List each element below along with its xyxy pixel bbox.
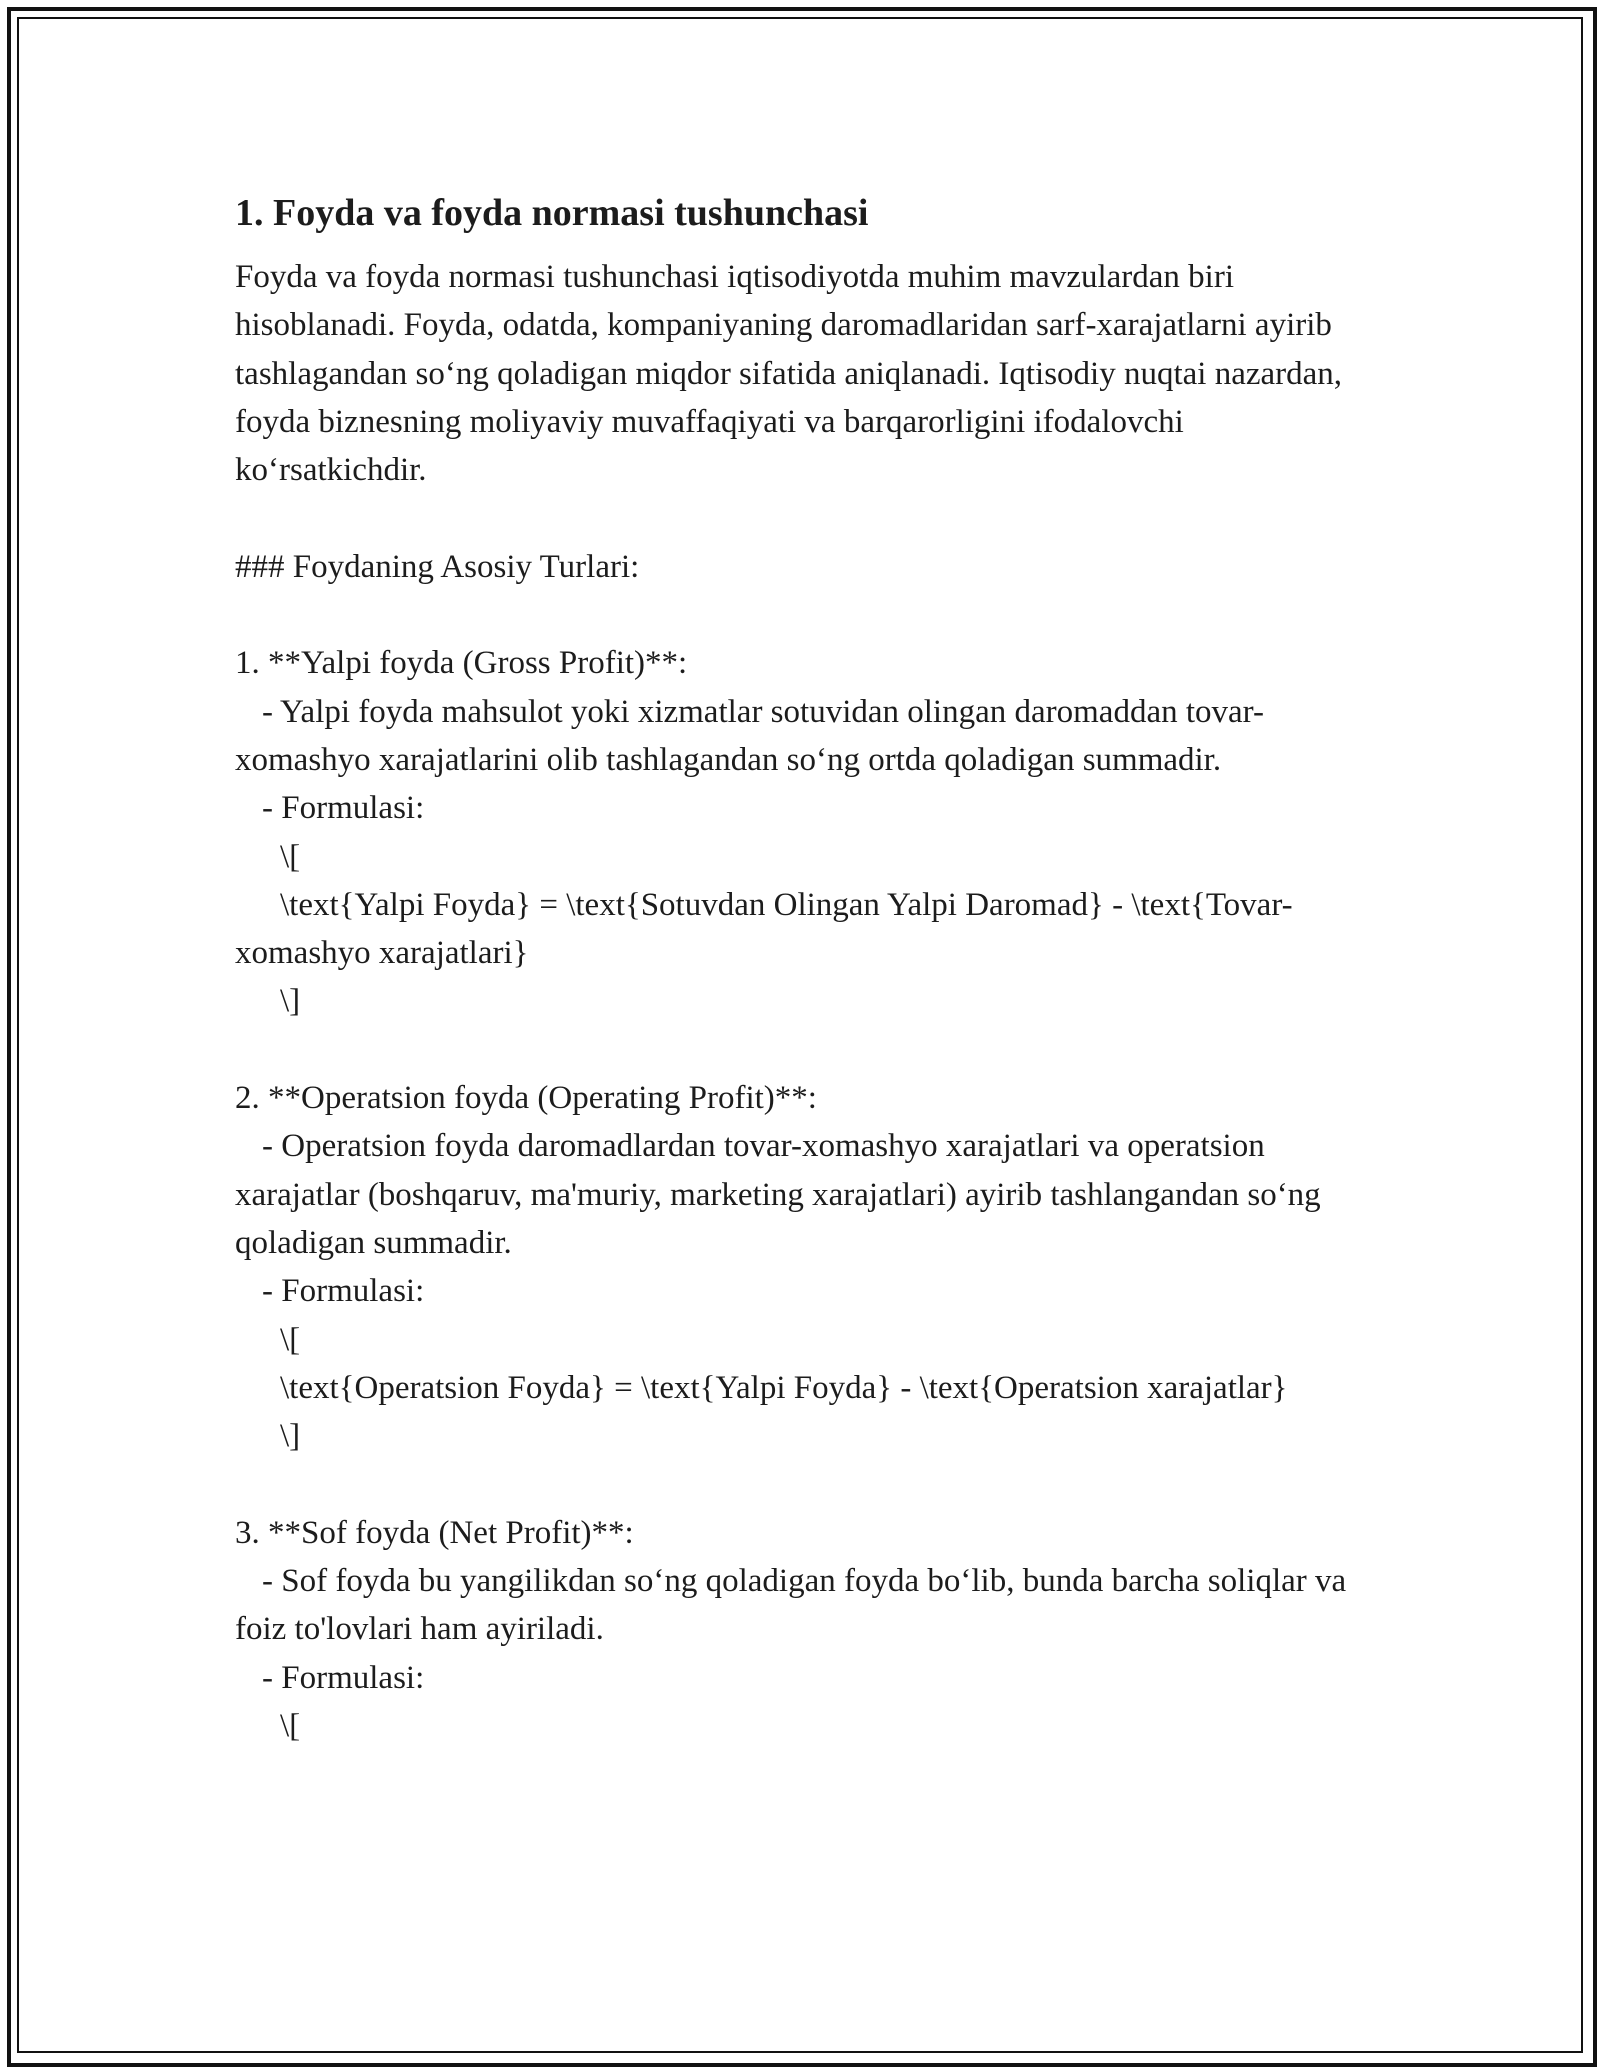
item-description: - Sof foyda bu yangilikdan so‘ng qoladigan foyda bo‘lib, bunda barcha soliqlar va foiz to'lovlari ham ayiriladi.: [235, 1563, 1347, 1648]
section-heading: ### Foydaning Asosiy Turlari:: [235, 548, 640, 585]
formula-label: - Formulasi:: [262, 1659, 425, 1696]
formula-body: \text{Operatsion Foyda} = \text{Yalpi Foyda} - \text{Operatsion xarajatlar}: [280, 1369, 1288, 1406]
formula-body: \text{Yalpi Foyda} = \text{Sotuvdan Olingan Yalpi Daromad} - \text{Tovar-xomashyo xarajatlari}: [235, 886, 1293, 972]
intro-paragraph: Foyda va foyda normasi tushunchasi iqtisodiyotda muhim mavzulardan biri hisoblanadi. Foyda, odatda, kompaniyaning daromadlaridan sarf-xarajatlarni ayirib tashlagandan so‘ng qoladigan miqdor sifatida aniqlanadi. Iqtisodiy nuqtai nazardan, foyda biznesning moliyaviy muvaffaqiyati va barqarorligini ifodalovchi ko‘rsatkichdir.: [235, 259, 1343, 489]
spacer: [235, 1460, 1365, 1508]
document-body: [235, 185, 1365, 1750]
formula-open: \[: [280, 1321, 301, 1358]
formula-close: \]: [280, 983, 301, 1020]
spacer: [235, 591, 1365, 639]
item-description: - Operatsion foyda daromadlardan tovar-xomashyo xarajatlari va operatsion xarajatlar (boshqaruv, ma'muriy, marketing xarajatlari) ayirib tashlangandan so‘ng qoladigan summadir.: [235, 1128, 1321, 1261]
formula-label: - Formulasi:: [262, 790, 425, 827]
formula-open: \[: [280, 838, 301, 875]
item-description: - Yalpi foyda mahsulot yoki xizmatlar sotuvidan olingan daromaddan tovar-xomashyo xarajatlarini olib tashlagandan so‘ng ortda qoladigan summadir.: [235, 693, 1264, 778]
item-heading: 2. **Operatsion foyda (Operating Profit)**:: [235, 1080, 817, 1117]
item-heading: 3. **Sof foyda (Net Profit)**:: [235, 1514, 634, 1551]
profit-type-item: [235, 1509, 1365, 1750]
item-heading: 1. **Yalpi foyda (Gross Profit)**:: [235, 645, 688, 682]
profit-type-item: [235, 1074, 1365, 1460]
formula-label: - Formulasi:: [262, 1273, 425, 1310]
profit-type-item: [235, 639, 1365, 1025]
spacer: [235, 1026, 1365, 1074]
spacer: [235, 494, 1365, 542]
page-title: 1. Foyda va foyda normasi tushunchasi: [235, 192, 869, 234]
formula-open: \[: [280, 1707, 301, 1744]
formula-close: \]: [280, 1418, 301, 1455]
